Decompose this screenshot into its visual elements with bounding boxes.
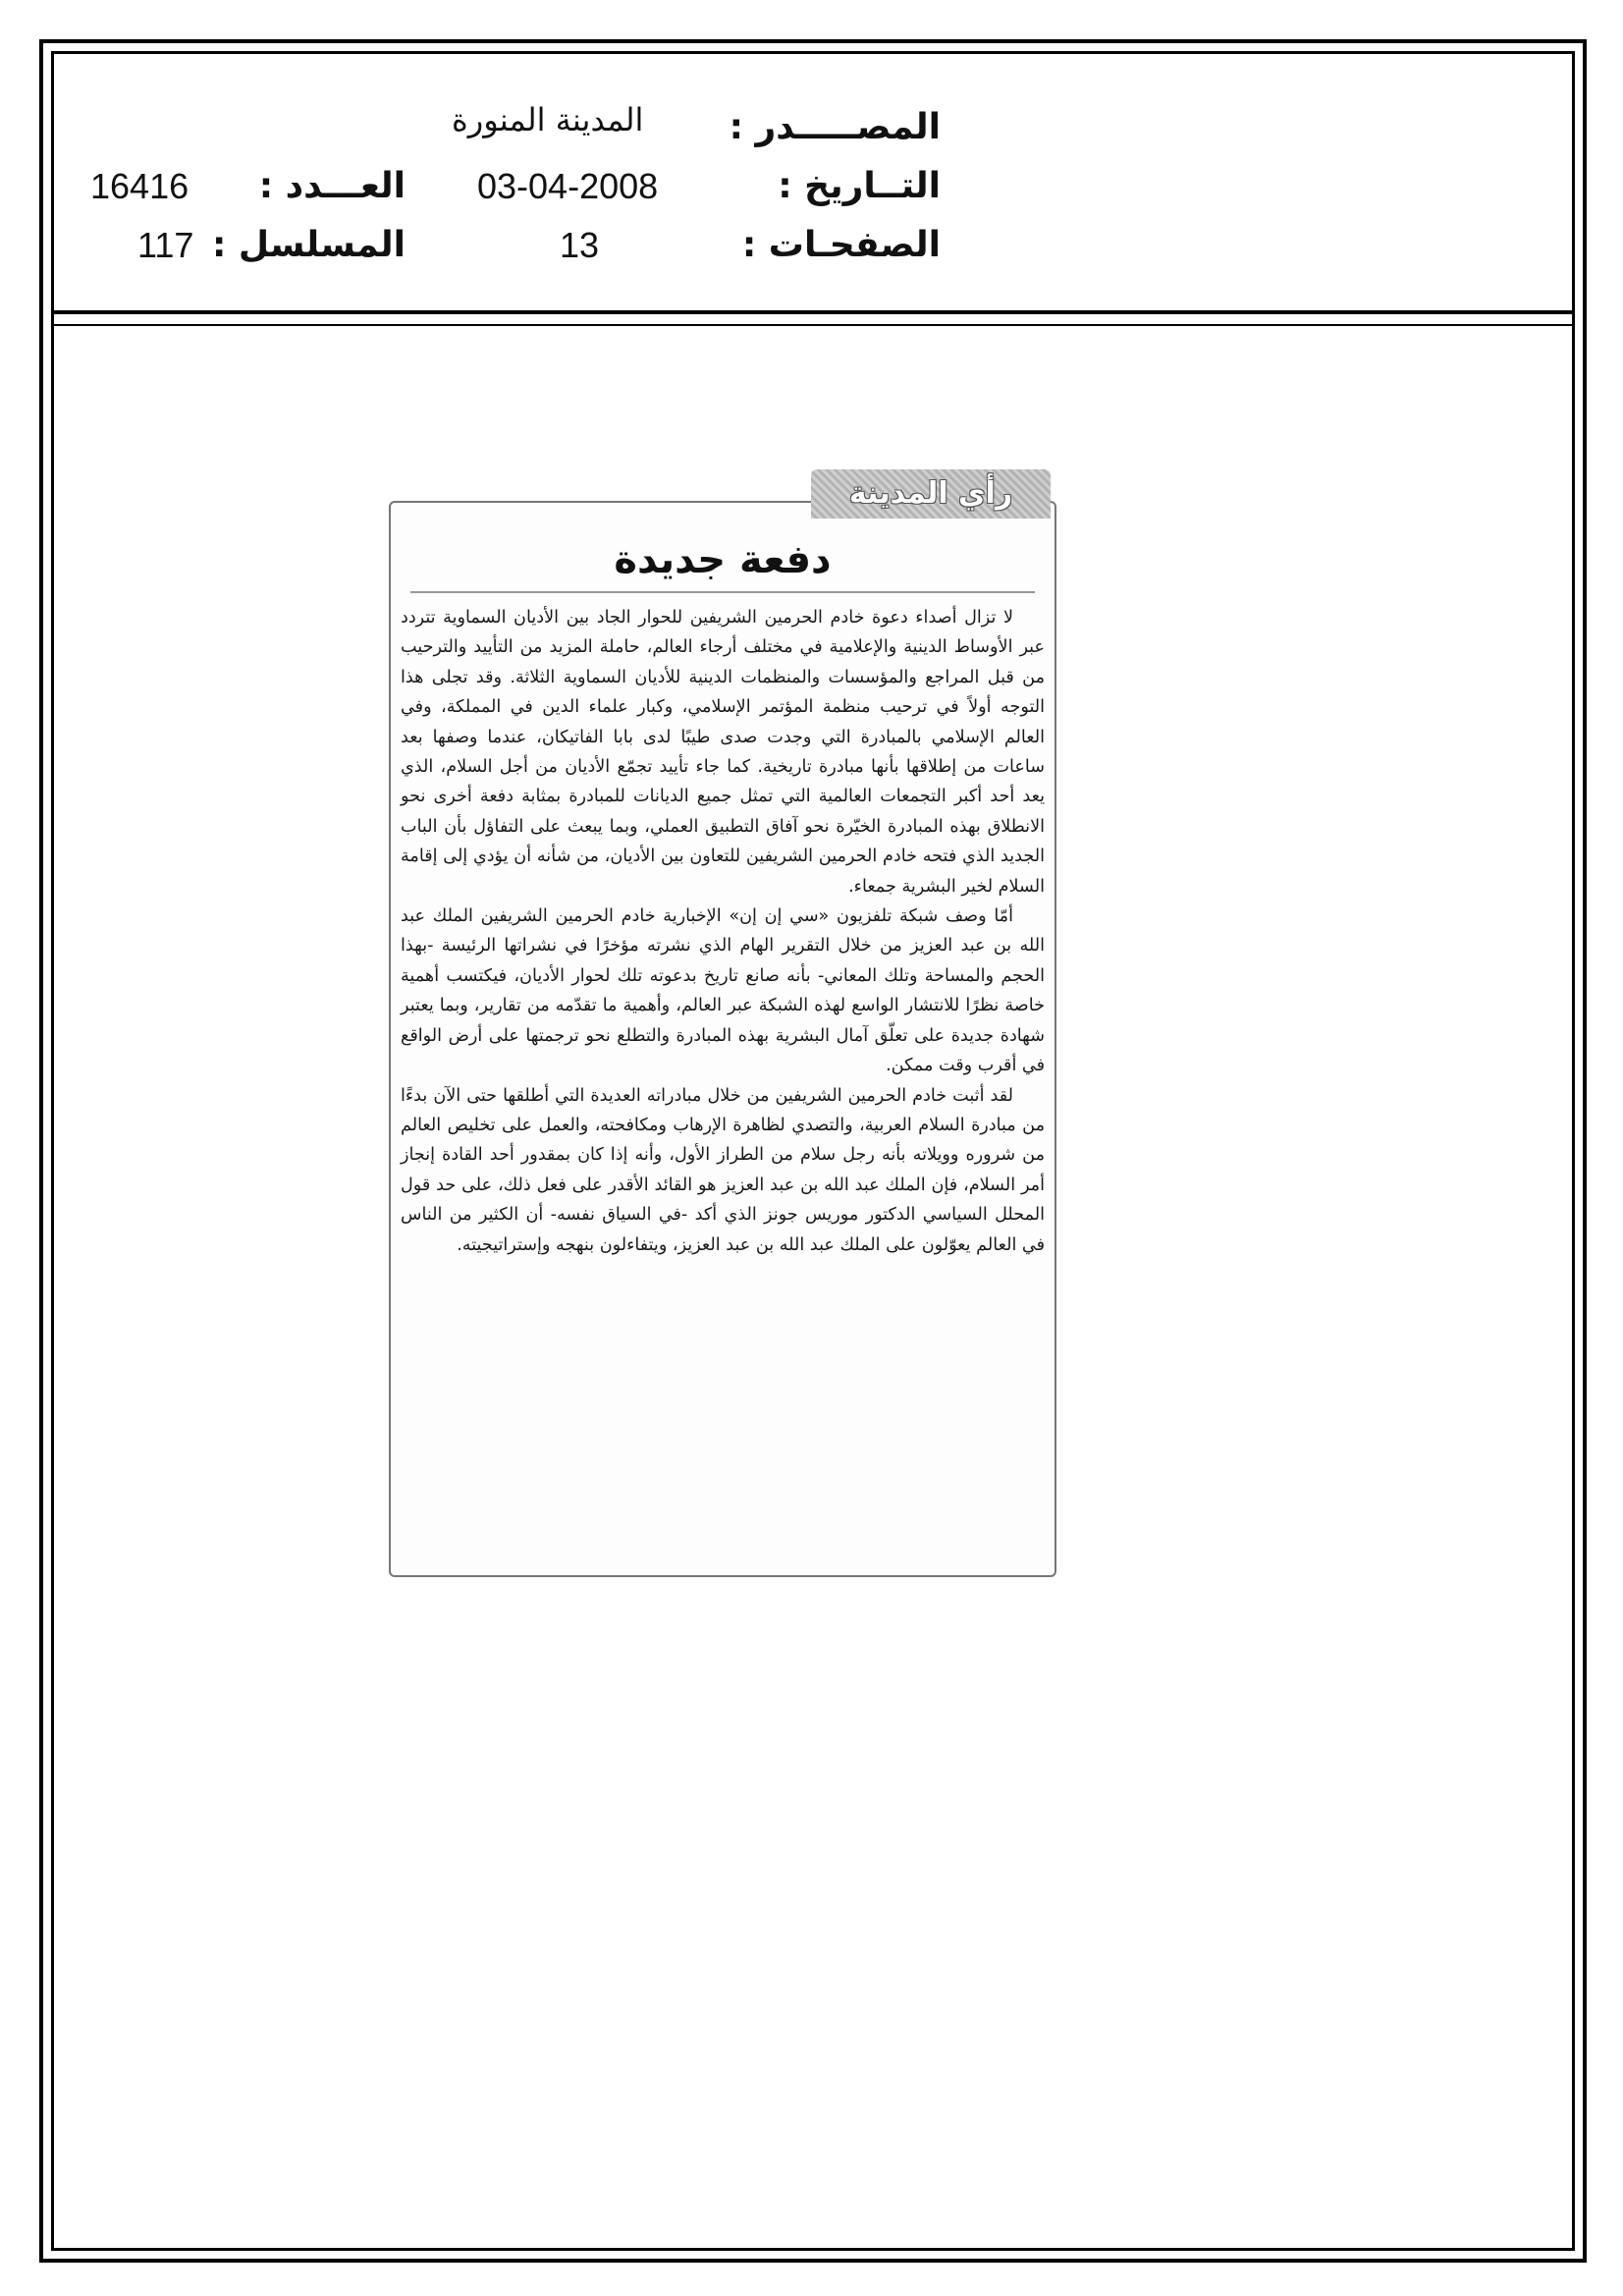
clipping-paragraph: لقد أثبت خادم الحرمين الشريفين من خلال مبادراته العديدة التي أطلقها حتى الآن بدءًا من مبادرة السلام العربية، والتصدي لظاهرة الإرهاب ومكافحته، والعمل على تخليص العالم من شروره وويلاته بأنه رجل سلام من الطراز الأول، وأنه إذا كان بمقدور أحد القادة إنجاز أمر السلام، فإن الملك عبد الله بن عبد العزيز هو القائد الأقدر على فعل ذلك، على حد قول المحلل السياسي الدكتور موريس جونز الذي أكد -في السياق نفسه- أن الكثير من الناس في العالم يعوّلون على الملك عبد الله بن عبد العزيز، ويتفاءلون بنهجه وإستراتيجيته. bbox=[401, 1085, 1045, 1255]
date-value: 03-04-2008 bbox=[477, 166, 659, 206]
pages-value: 13 bbox=[560, 225, 600, 265]
source-value: المدينة المنورة bbox=[452, 101, 644, 138]
clipping-paragraph: أمّا وصف شبكة تلفزيون «سي إن إن» الإخبارية خادم الحرمين الشريفين الملك عبد الله بن عبد العزيز من خلال التقرير الهام الذي نشرته مؤخرًا في نشراتها الرئيسة -بهذا الحجم والمساحة وتلك المعاني- بأنه صانع تاريخ بدعوته تلك لحوار الأديان، فيكتسب أهمية خاصة نظرًا للانتشار الواسع لهذه الشبكة عبر العالم، وأهمية ما تقدّمه من تقارير، وبما يعتبر شهادة جديدة على تعلّق آمال البشرية بهذه المبادرة والتطلع نحو ترجمتها على أرض الواقع في أقرب وقت ممكن. bbox=[401, 906, 1045, 1076]
clipping-title: دفعة جديدة bbox=[614, 537, 832, 582]
header-divider bbox=[51, 310, 1575, 326]
clipping-body bbox=[401, 603, 1045, 1260]
serial-label: المسلسل : bbox=[211, 225, 406, 265]
source-label: المصـــــدر : bbox=[729, 107, 941, 147]
clipping-paragraph: لا تزال أصداء دعوة خادم الحرمين الشريفين للحوار الجاد بين الأديان السماوية تتردد عبر الأوساط الدينية والإعلامية في مختلف أرجاء العالم، حاملة المزيد من التأييد والترحيب من قبل المراجع والمؤسسات والمنظمات الدينية للأديان السماوية الثلاثة. وقد تجلى هذا التوجه أولاً في ترحيب منظمة المؤتمر الإسلامي، وكبار علماء الدين في المملكة، وفي العالم الإسلامي بالمبادرة التي وجدت صدى طيبًا لدى بابا الفاتيكان، عندما وصفها بعد ساعات من إطلاقها بأنها مبادرة تاريخية. كما جاء تأييد تجمّع الأديان من أجل السلام، الذي يعد أحد أكبر التجمعات العالمية التي تمثل جميع الديانات للمبادرة بمثابة دفعة أخرى نحو الانطلاق بهذه المبادرة الخيّرة نحو آفاق التطبيق العملي، وبما يبعث على التفاؤل بأن الباب الجديد الذي فتحه خادم الحرمين الشريفين للتعاون بين الأديان، من شأنه أن يؤدي إلى إقامة السلام لخير البشرية جمعاء. bbox=[401, 608, 1045, 897]
clipping-title-rule bbox=[410, 591, 1035, 593]
issue-label: العـــدد : bbox=[258, 166, 406, 206]
date-label: التــاريخ : bbox=[778, 166, 941, 206]
clipping-section-tab: رأي المدينة bbox=[811, 469, 1051, 519]
pages-label: الصفحـات : bbox=[741, 225, 941, 265]
serial-value: 117 bbox=[137, 225, 194, 265]
issue-value: 16416 bbox=[90, 166, 189, 206]
